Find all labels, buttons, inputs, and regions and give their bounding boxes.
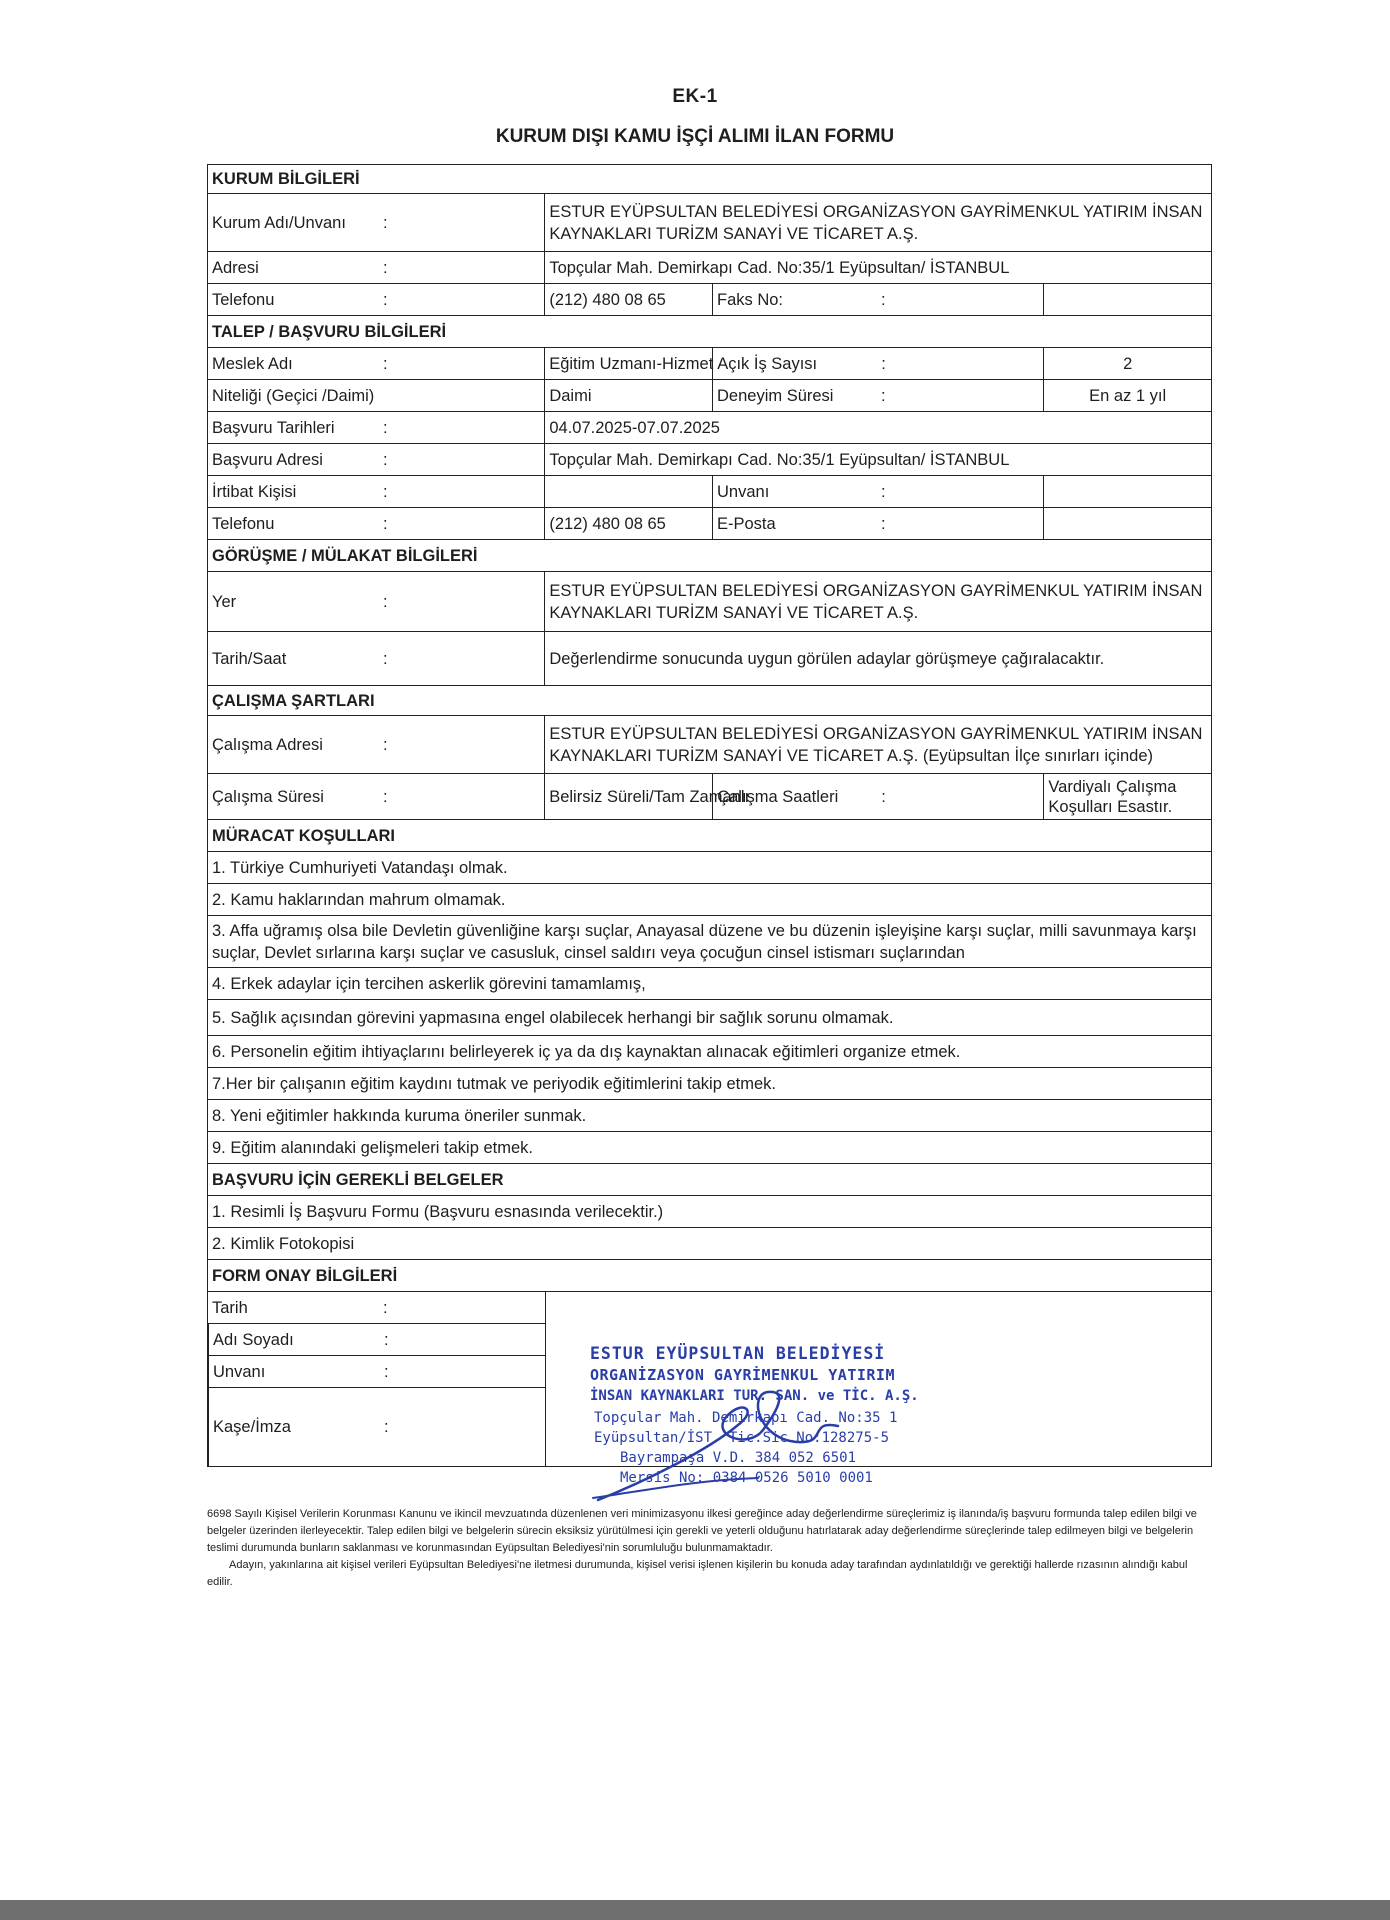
field-label: Faks No: : — [712, 284, 1043, 315]
field-label: Meslek Adı : — [212, 354, 388, 373]
row-nature — [207, 380, 1212, 412]
field-label: Çalışma Adresi : — [212, 735, 388, 754]
list-item — [207, 1196, 1212, 1228]
section-talep — [207, 316, 1212, 348]
field-value: Eğitim Uzmanı-Hizmet — [544, 348, 712, 379]
list-item — [207, 1068, 1212, 1100]
section-belgeler — [207, 1164, 1212, 1196]
field-value: Belirsiz Süreli/Tam Zamanlı — [544, 774, 712, 819]
field-label: Çalışma Süresi : — [212, 787, 388, 806]
field-value: Değerlendirme sonucunda uygun görülen adaylar görüşmeye çağıralacaktır. — [544, 632, 1211, 685]
row-job — [207, 348, 1212, 380]
row-dates — [207, 412, 1212, 444]
annex-label: EK-1 — [672, 86, 718, 107]
field-value: Topçular Mah. Demirkapı Cad. No:35/1 Eyüpsultan/ İSTANBUL — [544, 252, 1211, 283]
row-kurum-name — [207, 194, 1212, 252]
row-app-address — [207, 444, 1212, 476]
row-talep-phone — [207, 508, 1212, 540]
field-label: Açık İş Sayısı : — [712, 348, 1043, 379]
field-label: Çalışma Saatleri : — [712, 774, 1043, 819]
company-stamp — [588, 1330, 1008, 1510]
field-label: Telefonu : — [212, 290, 388, 309]
condition-text: 3. Affa uğramış olsa bile Devletin güvenliğine karşı suçlar, Anayasal düzene ve bu düzenin işleyişine karşı suçlar, milli savunmaya karşı suçlar, Devlet sırlarına karşı suçlar ve casusluk, cinsel saldırı veya çocuğun cinsel istismarı suçlarından — [212, 921, 1197, 962]
stamp-line: Bayrampaşa V.D. 384 052 6501 — [620, 1450, 857, 1466]
section-muracat — [207, 820, 1212, 852]
field-label: İrtibat Kişisi : — [212, 482, 388, 501]
field-value: (212) 480 08 65 — [544, 508, 712, 539]
field-value — [544, 476, 712, 507]
field-label: Yer : — [212, 592, 388, 611]
list-item — [207, 1000, 1212, 1036]
section-kurum — [207, 164, 1212, 194]
signature-icon — [588, 1330, 1008, 1510]
list-item — [207, 884, 1212, 916]
field-label: Niteliği (Geçici /Daimi) — [212, 386, 375, 405]
section-title: ÇALIŞMA ŞARTLARI — [212, 691, 375, 710]
field-value: ESTUR EYÜPSULTAN BELEDİYESİ ORGANİZASYON GAYRİMENKUL YATIRIM İNSAN KAYNAKLARI TURİZM SANAYİ VE TİCARET A.Ş. — [544, 194, 1211, 251]
field-label: Unvanı : — [712, 476, 1043, 507]
scan-edge — [0, 1900, 1390, 1920]
section-title: KURUM BİLGİLERİ — [212, 170, 360, 188]
list-item — [207, 1228, 1212, 1260]
field-value: ESTUR EYÜPSULTAN BELEDİYESİ ORGANİZASYON GAYRİMENKUL YATIRIM İNSAN KAYNAKLARI TURİZM SANAYİ VE TİCARET A.Ş. (Eyüpsultan İlçe sınırları içinde) — [544, 716, 1211, 773]
condition-text: 6. Personelin eğitim ihtiyaçlarını belirleyerek iç ya da dış kaynaktan alınacak eğitimleri organize etmek. — [212, 1042, 961, 1061]
document-text: 1. Resimli İş Başvuru Formu (Başvuru esnasında verilecektir.) — [212, 1202, 664, 1221]
field-label: Kurum Adı/Unvanı : — [212, 213, 388, 232]
stamp-line: Eyüpsultan/İST. Tic.Sic.No:128275-5 — [594, 1430, 890, 1446]
section-title: GÖRÜŞME / MÜLAKAT BİLGİLERİ — [212, 546, 478, 565]
stamp-line: Topçular Mah. Demirkapı Cad. No:35 1 — [594, 1410, 898, 1426]
list-item — [207, 916, 1212, 968]
field-label: Telefonu : — [212, 514, 388, 533]
document-text: 2. Kimlik Fotokopisi — [212, 1234, 355, 1253]
row-work-address — [207, 716, 1212, 774]
condition-text: 1. Türkiye Cumhuriyeti Vatandaşı olmak. — [212, 858, 508, 877]
stamp-line: ORGANİZASYON GAYRİMENKUL YATIRIM — [590, 1366, 895, 1384]
stamp-line: Mersis No: 0384 0526 5010 0001 — [620, 1470, 873, 1486]
list-item — [207, 1132, 1212, 1164]
field-label: Adresi : — [212, 258, 388, 277]
field-label: Unvanı : — [208, 1356, 545, 1388]
field-value: Vardiyalı Çalışma Koşulları Esastır. — [1043, 774, 1211, 819]
field-label: Kaşe/İmza : — [208, 1388, 545, 1466]
section-title: MÜRACAT KOŞULLARI — [212, 826, 396, 845]
row-contact — [207, 476, 1212, 508]
condition-text: 8. Yeni eğitimler hakkında kuruma öneriler sunmak. — [212, 1106, 587, 1125]
list-item — [207, 852, 1212, 884]
field-value: Topçular Mah. Demirkapı Cad. No:35/1 Eyüpsultan/ İSTANBUL — [544, 444, 1211, 475]
stamp-line: ESTUR EYÜPSULTAN BELEDİYESİ — [590, 1344, 886, 1363]
approval-labels — [208, 1292, 545, 1466]
field-value — [1043, 284, 1211, 315]
row-place — [207, 572, 1212, 632]
section-onay — [207, 1260, 1212, 1292]
section-title: TALEP / BAŞVURU BİLGİLERİ — [212, 322, 447, 341]
list-item — [207, 1036, 1212, 1068]
field-value: 2 — [1043, 348, 1211, 379]
field-label: Başvuru Tarihleri : — [212, 418, 388, 437]
stamp-line: İNSAN KAYNAKLARI TUR. SAN. ve TİC. A.Ş. — [590, 1388, 919, 1404]
form-table — [207, 164, 1212, 1467]
notice-paragraph: Adayın, yakınlarına ait kişisel verileri Eyüpsultan Belediyesi'ne iletmesi durumunda, kişisel verisi işlenen kişilerin bu konuda aday tarafından aydınlatıldığı ve gerektiği hallerde rızasının alındığı kabul edilir. — [207, 1559, 1188, 1588]
condition-text: 7.Her bir çalışanın eğitim kaydını tutmak ve periyodik eğitimlerini takip etmek. — [212, 1074, 776, 1093]
condition-text: 2. Kamu haklarından mahrum olmamak. — [212, 890, 506, 909]
form-title: KURUM DIŞI KAMU İŞÇİ ALIMI İLAN FORMU — [495, 126, 895, 147]
section-gorusme — [207, 540, 1212, 572]
list-item — [207, 968, 1212, 1000]
field-value: Daimi — [544, 380, 712, 411]
row-datetime — [207, 632, 1212, 686]
condition-text: 4. Erkek adaylar için tercihen askerlik görevini tamamlamış, — [212, 974, 646, 993]
field-label: Deneyim Süresi : — [712, 380, 1043, 411]
field-value: (212) 480 08 65 — [544, 284, 712, 315]
section-title: BAŞVURU İÇİN GEREKLİ BELGELER — [212, 1170, 504, 1189]
field-value: En az 1 yıl — [1043, 380, 1211, 411]
notice-paragraph: 6698 Sayılı Kişisel Verilerin Korunması Kanunu ve ikincil mevzuatında düzenlenen veri minimizasyonu ilkesi gereğince aday değerlendirme süreçlerimiz iş ilanında/iş başvuru formunda talep edilen bilgi ve belgeler üzerinden ilerleyecektir. Talep edilen bilgi ve belgelerin sürecin eksiksiz yürütülmesi için gerekli ve yeterli olduğunu hatırlatarak aday değerlendirme süreçlerinde talep edilmeyen bilgi ve belgelerin teslimi durumunda bunların saklanması ve korunmasından Eyüpsultan Belediyesi'nin sorumluluğu bulunmamaktadır. — [207, 1508, 1197, 1554]
row-kurum-phone — [207, 284, 1212, 316]
field-value — [1043, 476, 1211, 507]
field-value — [1043, 508, 1211, 539]
field-label: Başvuru Adresi : — [212, 450, 388, 469]
field-label: E-Posta : — [712, 508, 1043, 539]
field-label: Adı Soyadı : — [208, 1324, 545, 1356]
field-label: Tarih : — [208, 1292, 545, 1324]
list-item — [207, 1100, 1212, 1132]
field-value: 04.07.2025-07.07.2025 — [544, 412, 1211, 443]
section-calisma — [207, 686, 1212, 716]
section-title: FORM ONAY BİLGİLERİ — [212, 1266, 398, 1285]
condition-text: 5. Sağlık açısından görevini yapmasına engel olabilecek herhangi bir sağlık sorunu olmamak. — [212, 1008, 894, 1027]
field-value: ESTUR EYÜPSULTAN BELEDİYESİ ORGANİZASYON GAYRİMENKUL YATIRIM İNSAN KAYNAKLARI TURİZM SANAYİ VE TİCARET A.Ş. — [544, 572, 1211, 631]
row-kurum-address — [207, 252, 1212, 284]
condition-text: 9. Eğitim alanındaki gelişmeleri takip etmek. — [212, 1138, 533, 1157]
field-label: Tarih/Saat : — [212, 649, 388, 668]
row-work-duration — [207, 774, 1212, 820]
privacy-notice — [207, 1506, 1212, 1591]
